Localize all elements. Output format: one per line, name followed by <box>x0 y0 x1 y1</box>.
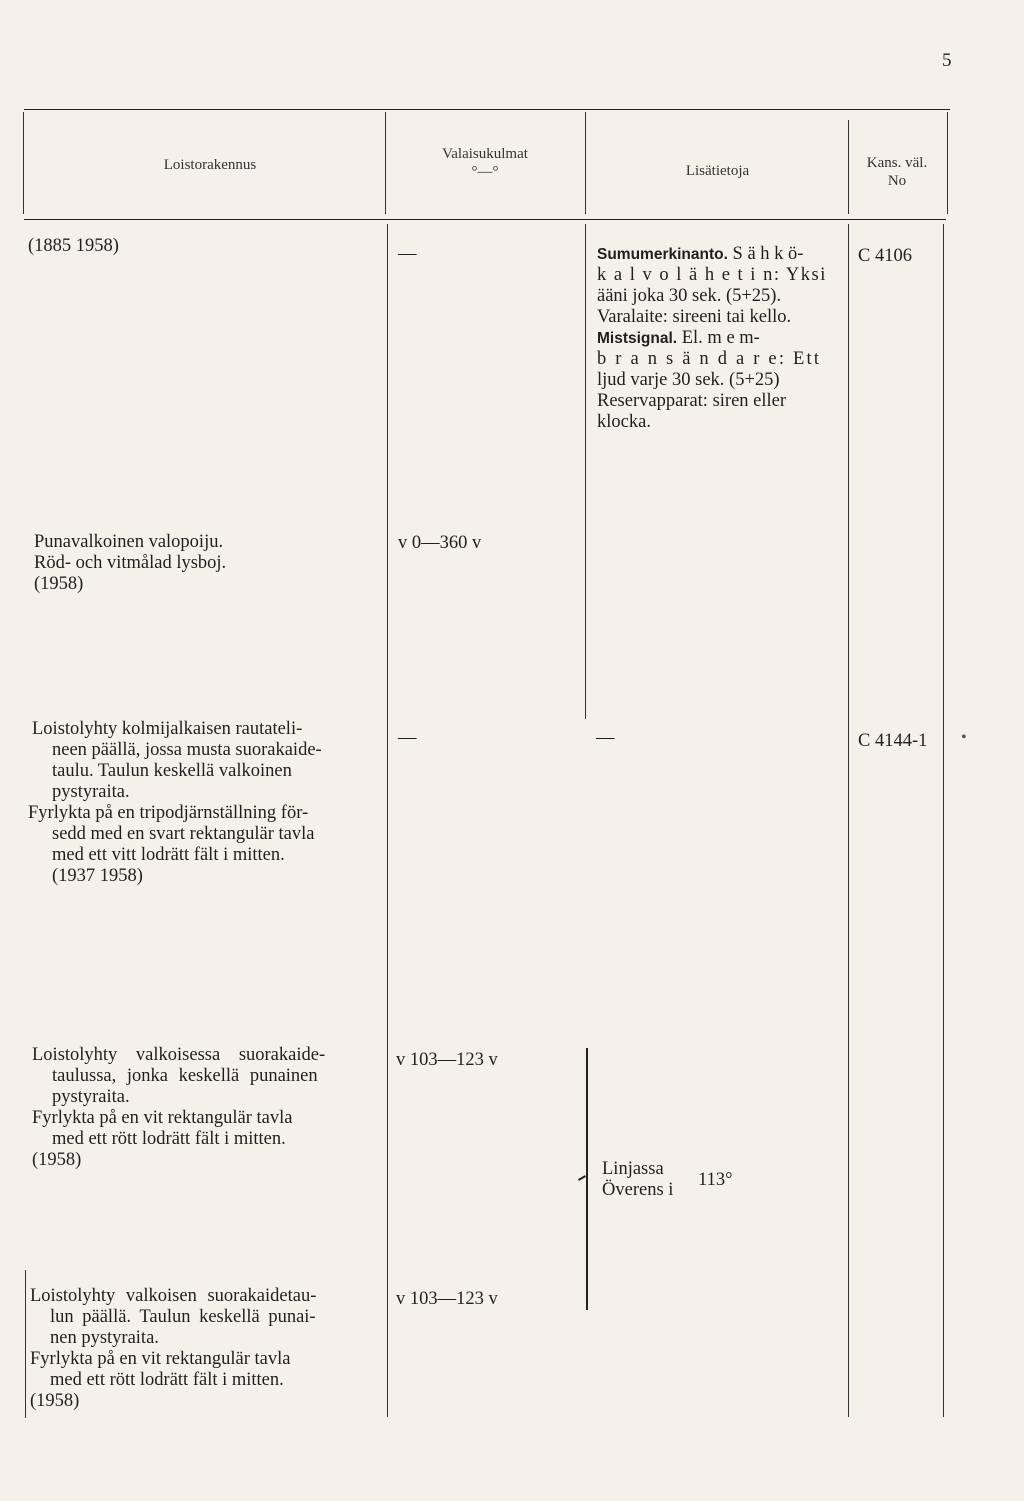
header-bottom-rule <box>24 219 946 220</box>
row3-sectors: — <box>398 728 417 748</box>
alignment-line1: Linjassa <box>602 1159 664 1179</box>
column-divider-3-body <box>848 224 849 1417</box>
row4-structure <box>32 1045 384 1171</box>
row1-info-line9: klocka. <box>597 412 651 432</box>
column-divider-2 <box>585 112 586 214</box>
row3-structure-line7: med ett vitt lodrätt fält i mitten. <box>52 845 285 865</box>
row1-info-line3: ääni joka 30 sek. (5+25). <box>597 286 782 306</box>
table-right-edge-body <box>943 224 944 1417</box>
header-number-line2: No <box>887 173 907 189</box>
column-divider-2-body <box>585 224 586 719</box>
row1-structure-line: (1885 1958) <box>28 236 119 256</box>
header-info: Lisätietoja <box>685 163 750 179</box>
header-number-line1: Kans. väl. <box>866 155 928 171</box>
row4-structure-line1: Loistolyhty valkoisessa suorakaide- <box>32 1045 326 1065</box>
alignment-bearing: 113° <box>698 1170 733 1190</box>
row5-structure-line6: (1958) <box>30 1391 80 1411</box>
row1-info-line5 <box>597 328 847 349</box>
row1-structure <box>28 236 378 257</box>
table-left-edge-lower <box>25 1270 26 1418</box>
fog-signal-sv-label: Mistsignal. <box>597 330 678 347</box>
row3-structure <box>28 719 384 887</box>
header-sectors-title: Valaisukulmat <box>442 146 528 162</box>
row5-sectors: v 103—123 v <box>396 1289 498 1309</box>
row1-info-line1-rest: S ä h k ö- <box>727 244 804 264</box>
row4-structure-line2: taulussa, jonka keskellä punainen <box>52 1066 318 1086</box>
header-structure: Loistorakennus <box>163 157 257 173</box>
row4-sectors: v 103—123 v <box>396 1050 498 1070</box>
column-divider-3 <box>848 120 849 214</box>
row5-structure-line3: nen pystyraita. <box>50 1328 159 1348</box>
row1-info-line2: k a l v o l ä h e t i n: Yksi <box>597 265 827 285</box>
page-number: 5 <box>942 50 952 71</box>
row3-structure-line2: neen päällä, jossa musta suorakaide- <box>52 740 322 760</box>
column-divider-1 <box>385 112 386 214</box>
row2-structure <box>34 532 384 595</box>
row3-structure-line3: taulu. Taulun keskellä valkoinen <box>52 761 292 781</box>
header-sectors <box>390 145 580 181</box>
margin-mark: • <box>961 729 967 746</box>
row1-info-line6: b r a n s ä n d a r e: Ett <box>597 349 822 369</box>
row4-structure-line5: med ett rött lodrätt fält i mitten. <box>52 1129 286 1149</box>
alignment-line2: Överens i <box>602 1180 674 1200</box>
row2-structure-line2: Röd- och vitmålad lysboj. <box>34 553 227 573</box>
table-left-edge <box>23 112 24 214</box>
table-right-edge <box>947 112 948 214</box>
row4-structure-line4: Fyrlykta på en vit rektangulär tavla <box>32 1108 293 1128</box>
row1-info-line5-rest: El. m e m- <box>677 328 760 348</box>
row2-sectors: v 0—360 v <box>398 533 482 553</box>
column-divider-1-body <box>387 224 388 1417</box>
row5-structure-line4: Fyrlykta på en vit rektangulär tavla <box>30 1349 291 1369</box>
row3-structure-line5: Fyrlykta på en tripodjärnställning för- <box>28 803 309 823</box>
row1-info-line8: Reservapparat: siren eller <box>597 391 787 411</box>
row1-number: C 4106 <box>858 246 912 266</box>
table-top-rule <box>24 109 950 110</box>
row3-structure-line4: pystyraita. <box>52 782 130 802</box>
row3-structure-line1: Loistolyhty kolmijalkaisen rautateli- <box>32 719 303 739</box>
row3-number: C 4144-1 <box>858 731 928 751</box>
row2-structure-line3: (1958) <box>34 574 84 594</box>
row4-structure-line6: (1958) <box>32 1150 82 1170</box>
row3-structure-line6: sedd med en svart rektangulär tavla <box>52 824 315 844</box>
row3-info: — <box>596 728 615 748</box>
row1-sectors: — <box>398 244 417 264</box>
row4-structure-line3: pystyraita. <box>52 1087 130 1107</box>
row3-structure-line8: (1937 1958) <box>52 866 143 886</box>
row5-structure-line5: med ett rött lodrätt fält i mitten. <box>50 1370 284 1390</box>
row5-structure-line1: Loistolyhty valkoisen suorakaidetau- <box>30 1286 317 1306</box>
header-sectors-unit: °—° <box>471 164 499 180</box>
row5-structure <box>30 1286 382 1412</box>
row1-info-line7: ljud varje 30 sek. (5+25) <box>597 370 780 390</box>
row1-info-line4: Varalaite: sireeni tai kello. <box>597 307 792 327</box>
row1-info <box>597 244 847 433</box>
row1-info-line1 <box>597 244 847 265</box>
row2-structure-line1: Punavalkoinen valopoiju. <box>34 532 224 552</box>
row5-structure-line2: lun päällä. Taulun keskellä punai- <box>50 1307 316 1327</box>
header-number <box>851 154 943 190</box>
fog-signal-fi-label: Sumumerkinanto. <box>597 246 728 263</box>
